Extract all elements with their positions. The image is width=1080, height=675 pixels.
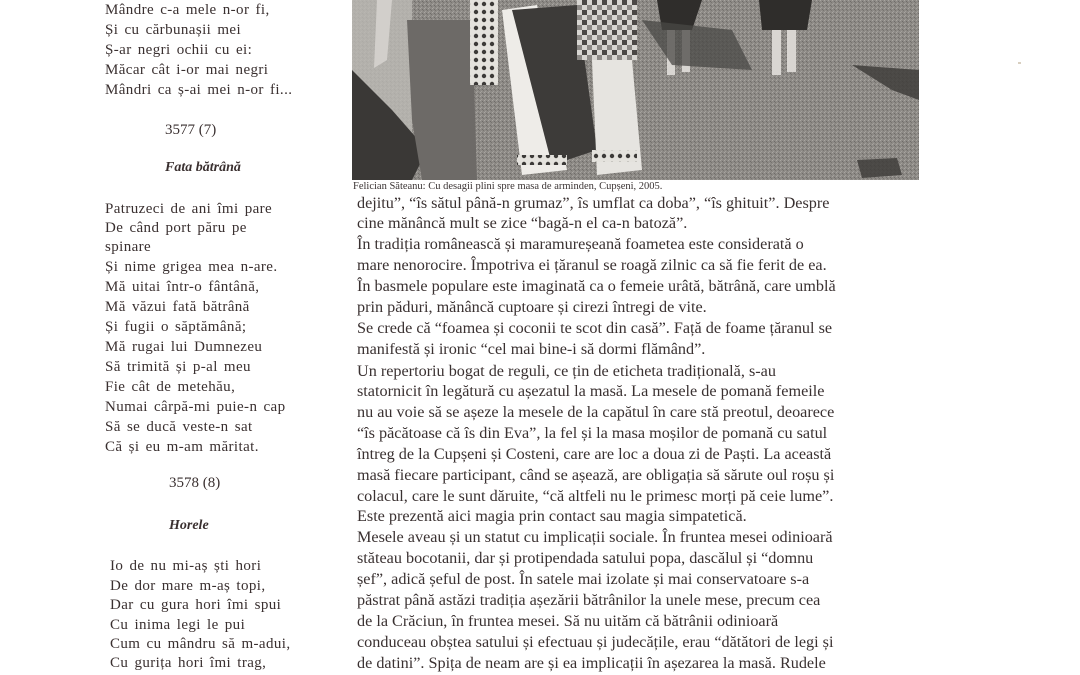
verse-line: De dor mare m-aș topi,	[110, 578, 266, 594]
verse-line: Și nime grigea mea n-are.	[105, 259, 278, 275]
verse-line: Numai cârpă-mi puie-n cap	[105, 399, 286, 415]
scan-speck	[1018, 62, 1021, 64]
text-line: întreg de la Cupșeni și Costeni, care are loc a doua zi de Paști. La această	[357, 445, 832, 463]
poem-number: 3578 (8)	[169, 475, 221, 491]
photograph	[352, 0, 919, 180]
verse-line: spinare	[105, 239, 152, 255]
text-line: Mesele aveau și un statut cu implicații sociale. În fruntea mesei odinioară	[357, 528, 833, 546]
verse-line: Fie cât de metehău,	[105, 379, 236, 395]
text-line: cine mănâncă mult se zice “bagă-n el ca-n batoză”.	[357, 214, 688, 232]
text-line: prin păduri, mănâncă cuptoare și cirezi întregi de vite.	[357, 298, 707, 316]
text-line: Un repertoriu bogat de reguli, ce țin de eticheta tradițională, s-au	[357, 362, 776, 380]
verse-line: Cum cu mândru să m-adui,	[110, 636, 291, 652]
verse-line: Mă văzui fată bătrână	[105, 299, 250, 315]
photo-caption: Felician Săteanu: Cu desagii plini spre masa de arminden, Cupșeni, 2005.	[353, 181, 663, 192]
verse-line: Și fugii o săptămână;	[105, 319, 247, 335]
text-line: mare nenorocire. Împotriva ei țăranul se roagă zilnic ca să fie ferit de ea.	[357, 256, 827, 274]
text-line: conduceau obștea satului și efectuau și judecățile, erau “dătători de legi și	[357, 633, 834, 651]
text-line: păstrat până astăzi tradiția așezării bătrânilor la unele mese, precum cea	[357, 591, 821, 609]
text-line: În tradiția românească și maramureșeană foametea este considerată o	[357, 235, 804, 253]
verse-line: Și cu cărbunașii mei	[105, 22, 242, 38]
verse-line: Mă rugai lui Dumnezeu	[105, 339, 263, 355]
verse-line: Mândri ca ș-ai mei n-or fi...	[105, 82, 293, 98]
text-line: stăteau bocotanii, dar și protipendada satului popa, dascălul și “domnu	[357, 549, 814, 567]
verse-line: Măcar cât i-or mai negri	[105, 62, 269, 78]
photo-people-walking-image	[352, 0, 919, 180]
verse-line: Că și eu m-am măritat.	[105, 439, 259, 455]
text-line: Se crede că “foamea și coconii te scot din casă”. Față de foame țăranul se	[357, 319, 833, 337]
verse-line: Cu gurița hori îmi trag,	[110, 655, 267, 671]
verse-line: Să se ducă veste-n sat	[105, 419, 253, 435]
verse-line: Ș-ar negri ochii cu ei:	[105, 42, 253, 58]
verse-line: Să trimită și p-al meu	[105, 359, 251, 375]
text-line: statornicit în legătură cu așezatul la masă. La mesele de pomană femeile	[357, 382, 825, 400]
text-line: În basmele populare este imaginată ca o femeie urâtă, bătrână, care umblă	[357, 277, 836, 295]
verse-line: De când port păru pe	[105, 220, 247, 236]
poem-title: Fata bătrână	[165, 160, 241, 175]
verse-line: Io de nu mi-aș ști hori	[110, 558, 262, 574]
text-line: manifestă și ironic “cel mai bine-i să dormi flămând”.	[357, 340, 706, 358]
text-line: dejitu”, “îs sătul până-n grumaz”, îs umflat ca doba”, “îs ghituit”. Despre	[357, 194, 830, 212]
poem-title: Horele	[169, 518, 209, 533]
verse-line: Mândre c-a mele n-or fi,	[105, 2, 270, 18]
verse-line: Dar cu gura hori îmi spui	[110, 597, 282, 613]
text-line: “îs păcătoase că îs din Eva”, la fel și la masa moșilor de pomană cu satul	[357, 424, 828, 442]
text-line: nu au voie să se așeze la mesele de la capătul în care stă preotul, deoarece	[357, 403, 835, 421]
text-line: Este prezentă aici magia prin contact sau magia simpatetică.	[357, 507, 747, 525]
verse-line: Mă uitai într-o fântână,	[105, 279, 260, 295]
text-line: de la Crăciun, în fruntea mesei. Să nu uităm că bătrânii odinioară	[357, 612, 779, 630]
verse-line: Cu inima legi le pui	[110, 617, 246, 633]
verse-line: Patruzeci de ani îmi pare	[105, 201, 273, 217]
text-line: de datini”. Spița de neam are și ea implicații în așezarea la masă. Rudele	[357, 654, 826, 672]
poem-number: 3577 (7)	[165, 122, 217, 138]
text-line: șef”, adică șeful de post. În satele mai izolate și mai conservatoare s-a	[357, 570, 810, 588]
text-line: masă fiecare participant, când se așează, are obligația să sărute oul roșu și	[357, 466, 835, 484]
text-line: colacul, care le sunt dăruite, “că altfeli nu le primesc morți pă ceie lume”.	[357, 487, 834, 505]
